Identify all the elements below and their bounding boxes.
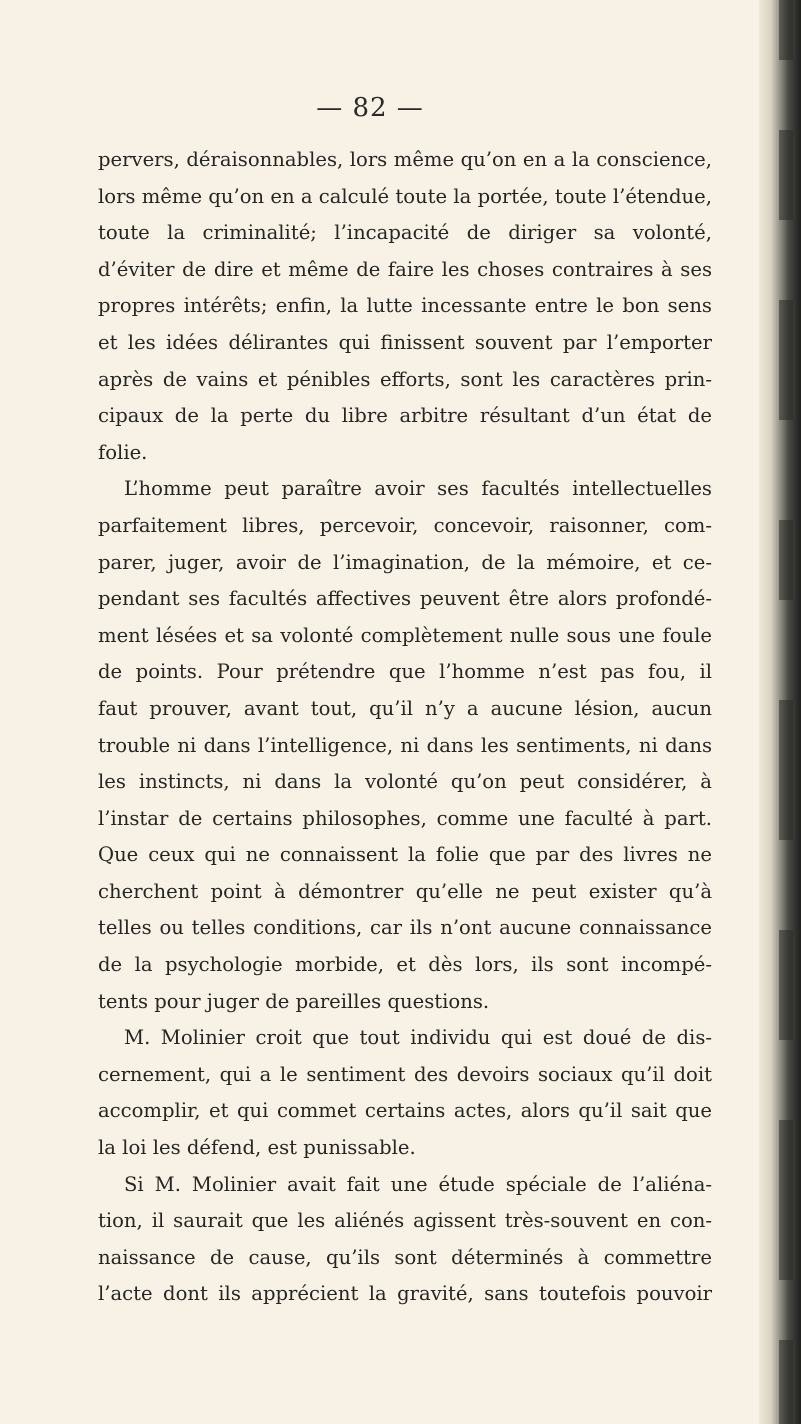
- gutter-streak: [779, 130, 793, 220]
- page-gutter-shadow: [759, 0, 801, 1424]
- gutter-streak: [779, 930, 793, 1040]
- text-line: toute la criminalité; l’incapacité de diriger sa volonté,: [98, 221, 712, 245]
- text-line: de la psychologie morbide, et dès lors, ils sont incompé-: [98, 953, 712, 977]
- page-number: — 82 —: [316, 93, 424, 123]
- text-line: trouble ni dans l’intelligence, ni dans les sentiments, ni dans: [98, 733, 712, 757]
- text-line: tents pour juger de pareilles questions.: [98, 989, 490, 1013]
- text-line: la loi les défend, est punissable.: [98, 1136, 416, 1160]
- text-line: pendant ses facultés affectives peuvent être alors profondé-: [98, 587, 712, 611]
- text-line: L’homme peut paraître avoir ses facultés intellectuelles: [124, 477, 712, 501]
- text-line: après de vains et pénibles efforts, sont les caractères prin-: [98, 367, 712, 391]
- gutter-streak: [779, 300, 793, 420]
- text-line: lors même qu’on en a calculé toute la portée, toute l’étendue,: [98, 184, 712, 208]
- text-line: faut prouver, avant tout, qu’il n’y a aucune lésion, aucun: [98, 696, 712, 720]
- text-line: cernement, qui a le sentiment des devoirs sociaux qu’il doit: [98, 1062, 712, 1086]
- text-line: naissance de cause, qu’ils sont déterminés à commettre: [98, 1245, 712, 1269]
- gutter-streak: [779, 1120, 793, 1280]
- gutter-streak: [779, 1340, 793, 1424]
- body-text: [98, 142, 712, 1313]
- text-line: Que ceux qui ne connaissent la folie que par des livres ne: [98, 843, 712, 867]
- text-line: d’éviter de dire et même de faire les choses contraires à ses: [98, 257, 712, 281]
- text-line: parer, juger, avoir de l’imagination, de la mémoire, et ce-: [98, 550, 712, 574]
- text-line: tion, il saurait que les aliénés agissent très-souvent en con-: [98, 1209, 712, 1233]
- text-line: et les idées délirantes qui finissent souvent par l’emporter: [98, 330, 712, 354]
- text-line: l’instar de certains philosophes, comme une faculté à part.: [98, 806, 712, 830]
- gutter-streak: [779, 520, 793, 600]
- text-line: l’acte dont ils apprécient la gravité, sans toutefois pouvoir: [98, 1282, 712, 1306]
- gutter-streak: [779, 700, 793, 840]
- text-line: cipaux de la perte du libre arbitre résultant d’un état de: [98, 404, 712, 428]
- text-line: parfaitement libres, percevoir, concevoir, raisonner, com-: [98, 513, 712, 537]
- text-line: M. Molinier croit que tout individu qui est doué de dis-: [124, 1026, 712, 1050]
- text-line: accomplir, et qui commet certains actes, alors qu’il sait que: [98, 1099, 712, 1123]
- text-line: telles ou telles conditions, car ils n’ont aucune connaissance: [98, 916, 712, 940]
- text-line: de points. Pour prétendre que l’homme n’est pas fou, il: [98, 660, 712, 684]
- text-line: propres intérêts; enfin, la lutte incessante entre le bon sens: [98, 294, 712, 318]
- text-line: les instincts, ni dans la volonté qu’on peut considérer, à: [98, 770, 712, 794]
- text-line: pervers, déraisonnables, lors même qu’on en a la conscience,: [98, 148, 712, 171]
- text-line: folie.: [98, 440, 148, 464]
- text-line: ment lésées et sa volonté complètement nulle sous une foule: [98, 623, 712, 647]
- text-line: Si M. Molinier avait fait une étude spéciale de l’aliéna-: [124, 1172, 712, 1196]
- gutter-streak: [779, 0, 793, 60]
- text-line: cherchent point à démontrer qu’elle ne peut exister qu’à: [98, 879, 712, 903]
